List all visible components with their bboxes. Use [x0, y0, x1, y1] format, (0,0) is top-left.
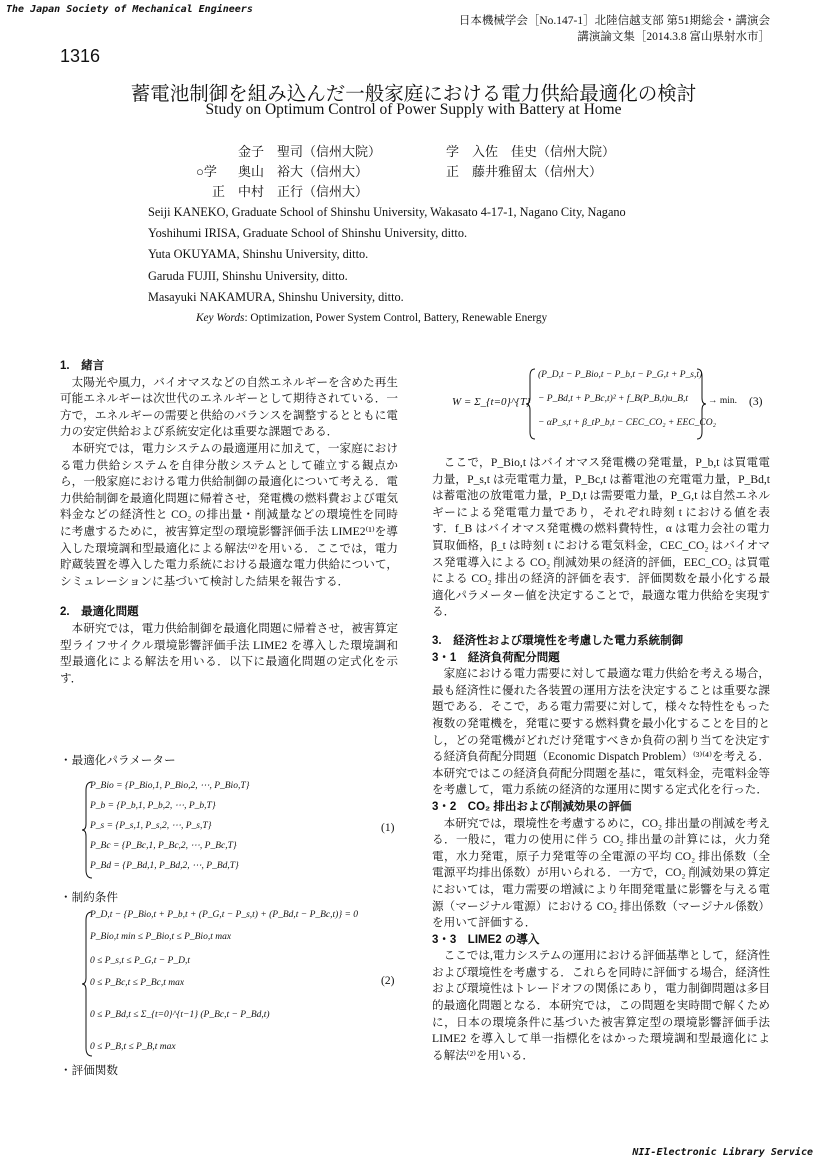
- author-jp-3: 奥山 裕大（信州大）: [238, 164, 369, 179]
- section-2-paragraph: 本研究では，電力供給制御を最適化問題に帰着させ，被害算定型ライフサイクル環境影響評価手法 LIME2 を導入した環境調和型最適化による解法を用いる．以下に最適化問題の定式化を示す．: [60, 621, 398, 685]
- author-en-2: Yoshihumi IRISA, Graduate School of Shinshu University, ditto.: [148, 226, 468, 241]
- eq1-line-1: P_Bio = {P_Bio,1, P_Bio,2, ⋯, P_Bio,T}: [90, 781, 250, 791]
- conference-info-line1: 日本機械学会［No.147-1］北陸信越支部 第51期総会・講演会: [458, 15, 770, 27]
- paper-title-english: Study on Optimum Control of Power Supply with Battery at Home: [205, 101, 622, 118]
- eq3-rhs: → min.: [708, 396, 738, 406]
- eq3-line-2: − P_Bd,t + P_Bc,t)² + f_B(P_B,t)u_B,t: [538, 394, 689, 404]
- author-jp-2: 入佐 佳史（信州大院）: [472, 144, 616, 159]
- eq2-line-6: 0 ≤ P_B,t ≤ P_B,t max: [90, 1042, 176, 1052]
- eq1-line-4: P_Bc = {P_Bc,1, P_Bc,2, ⋯, P_Bc,T}: [90, 841, 237, 851]
- author-jp-1: 金子 聖司（信州大院）: [238, 144, 382, 159]
- equation-2: [82, 910, 382, 1060]
- eq2-line-5: 0 ≤ P_Bd,t ≤ Σ_{t=0}^{t−1} (P_Bc,t − P_Bd,t): [90, 1010, 270, 1020]
- eq1-line-5: P_Bd = {P_Bd,1, P_Bd,2, ⋯, P_Bd,T}: [90, 861, 239, 871]
- keywords-label: Key Words: [196, 312, 245, 324]
- section-1-paragraph-1: 太陽光や風力，バイオマスなどの自然エネルギーを含めた再生可能エネルギーは次世代のエネルギーとして期待されている．一方で，エネルギーの需要と供給のバランスを調整するとともに電力の安定供給および系統安定化は重要な課題である．: [60, 375, 398, 439]
- eq2-line-4: 0 ≤ P_Bc,t ≤ P_Bc,t max: [90, 978, 185, 988]
- variables-description-text: ここで，P_Bio,t はバイオマス発電機の発電量，P_b,t は買電電力量，P_s,t は売電電力量，P_Bc,t は蓄電池の充電電力量，P_Bd,t は蓄電池の放電電力量，P_D,t は需要電力量，P_G,t は自然エネルギーによる発電電力量であり，それぞれ時刻 t における値を表す．f_B はバイオマス発電機の燃料費特性，α は電力会社の電力買取価格，β_t は時刻 t における電気料金，CEC_CO₂ はバイオマス発電導入による CO₂ 削減効果の経済的評価，EEC_CO₂ は買電による CO₂ 排出の経済的評価を表す．評価関数を最小化する最適化パラメーター値を決定することで，最適な電力供給を実現する．: [432, 456, 770, 619]
- eq2-line-1: P_D,t − {P_Bio,t + P_b,t + (P_G,t − P_s,t) + (P_Bd,t − P_Bc,t)} = 0: [90, 910, 359, 920]
- eq2-line-2: P_Bio,t min ≤ P_Bio,t ≤ P_Bio,t max: [90, 932, 232, 942]
- author-jp-prefix-3: ○学: [196, 164, 217, 179]
- section-3-1-title: 3・1 経済負荷配分問題: [432, 651, 560, 664]
- bullet-constraints: ・制約条件: [60, 891, 118, 904]
- keywords: [196, 312, 547, 324]
- section-1-title: 1. 緒言: [60, 360, 105, 372]
- bullet-evaluation: ・評価関数: [60, 1064, 118, 1077]
- paper-title-japanese: 蓄電池制御を組み込んだ一般家庭における電力供給最適化の検討: [130, 84, 697, 105]
- eq3-line-3: − αP_s,t + β_tP_b,t − CEC_CO₂ + EEC_CO₂: [538, 418, 716, 428]
- author-en-5: Masayuki NAKAMURA, Shinshu University, ditto.: [148, 289, 404, 304]
- eq1-line-2: P_b = {P_b,1, P_b,2, ⋯, P_b,T}: [90, 801, 216, 811]
- eq3-line-1: (P_D,t − P_Bio,t − P_b,t − P_G,t + P_s,t): [538, 370, 703, 380]
- equation-1: [82, 780, 402, 890]
- author-jp-4: 藤井雅留太（信州大）: [472, 164, 603, 179]
- section-3-title: 3. 経済性および環境性を考慮した電力系統制御: [432, 635, 684, 647]
- equation-3: [452, 366, 772, 446]
- brace-eq3-left: [526, 368, 536, 440]
- variables-description: [432, 455, 770, 621]
- section-3-3-paragraph: ここでは,電力システムの運用における評価基準として，経済性および環境性を考慮する．これらを同時に評価する場合，経済性および環境性はトレードオフの関係にあり，電力制御問題は多目的最適化問題となる．本研究では，この問題を実時間で解くために，日本の環境条件に基づいた被害算定型の環境影響評価手法 LIME2 を導入して単一指標化をはかった環境調和型最適化による解法⁽²⁾を用いる．: [432, 949, 770, 1062]
- section-3-2-title: 3・2 CO₂ 排出および削減効果の評価: [432, 800, 632, 813]
- author-jp-prefix-2: 学: [446, 144, 460, 159]
- eq1-number: (1): [381, 822, 395, 834]
- section-3-1-paragraph: 家庭における電力需要に対して最適な電力供給を考える場合，最も経済性に優れた各装置の運用方法を決定することは重要な課題である．そこで，ある電力需要に対して，様々な特性をもった複数の発電機を，発電に要する燃料費を最小化することを目的とし，どの発電機がどれだけ発電すべきか負荷の割り当てを決定する経済負荷配分問題（Economic Dispatch Problem）⁽³⁾⁽⁴⁾を考える．本研究ではこの経済負荷配分問題を基に，電気料金，売電料金等を考慮して，電力系統の経済的な運用に関する定式化を行った．: [432, 667, 770, 797]
- bullet-parameters: ・最適化パラメーター: [60, 754, 176, 767]
- eq3-number: (3): [749, 396, 763, 408]
- section-1-paragraph-2: 本研究では，電力システムの最適運用に加えて，一家庭における電力供給システムを自律分散システムとして確立する観点から，一般家庭における電力供給制御の最適化について考える．電力供給制御を最適化問題に帰着させ，発電機の燃料費および電気料金などの経済性と CO₂ の排出量・削減量などの環境性を同時に考慮するために，被害算定型の環境影響評価手法 LIME2⁽¹⁾を導入した環境調和型最適化による解法⁽²⁾を用いる．ここでは，電力貯蔵装置を導入した電力系統における最適な電力供給について，シミュレーションに基づいて検討した結果を報告する．: [60, 441, 398, 588]
- eq2-line-3: 0 ≤ P_s,t ≤ P_G,t − P_D,t: [90, 956, 190, 966]
- eq2-number: (2): [381, 975, 395, 987]
- section-3-3-title: 3・3 LIME2 の導入: [432, 933, 540, 946]
- author-jp-5: 中村 正行（信州大）: [238, 184, 369, 199]
- author-en-4: Garuda FUJII, Shinshu University, ditto.: [148, 268, 348, 283]
- author-jp-prefix-5: 正: [212, 184, 226, 199]
- brace-eq3-right: [696, 368, 706, 440]
- author-en-3: Yuta OKUYAMA, Shinshu University, ditto.: [148, 247, 369, 262]
- page-number: 1316: [60, 46, 101, 66]
- right-column: [432, 633, 770, 1064]
- left-column: [60, 358, 398, 687]
- section-2-title: 2. 最適化問題: [60, 606, 139, 619]
- eq3-lhs: W = Σ_{t=0}^{T}: [452, 396, 531, 408]
- author-en-1: Seiji KANEKO, Graduate School of Shinshu University, Wakasato 4-17-1, Nagano City, Nagano: [148, 205, 626, 219]
- society-header: The Japan Society of Mechanical Engineers: [6, 4, 253, 15]
- authors-english: [148, 202, 626, 308]
- section-3-2-paragraph: 本研究では，環境性を考慮するめに，CO₂ 排出量の削減を考える．一般に，電力の使用に伴う CO₂ 排出量の計算には，火力発電，水力発電，原子力発電等の全電源の平均 CO₂ 排出係数（全電源平均排出係数）が用いられる．一方で，CO₂ 削減効果の算定においては，電力需要の増減により年間発電量に影響を与える電源（マージナル電源）における CO₂ 排出係数（マージナル係数）を用いて評価する．: [432, 816, 770, 930]
- keywords-text: : Optimization, Power System Control, Battery, Renewable Energy: [244, 312, 548, 324]
- author-jp-prefix-4: 正: [446, 164, 460, 179]
- eq1-line-3: P_s = {P_s,1, P_s,2, ⋯, P_s,T}: [90, 821, 212, 831]
- footer-service: NII-Electronic Library Service: [632, 1147, 813, 1158]
- conference-info-line2: 講演論文集［2014.3.8 富山県射水市］: [577, 31, 770, 43]
